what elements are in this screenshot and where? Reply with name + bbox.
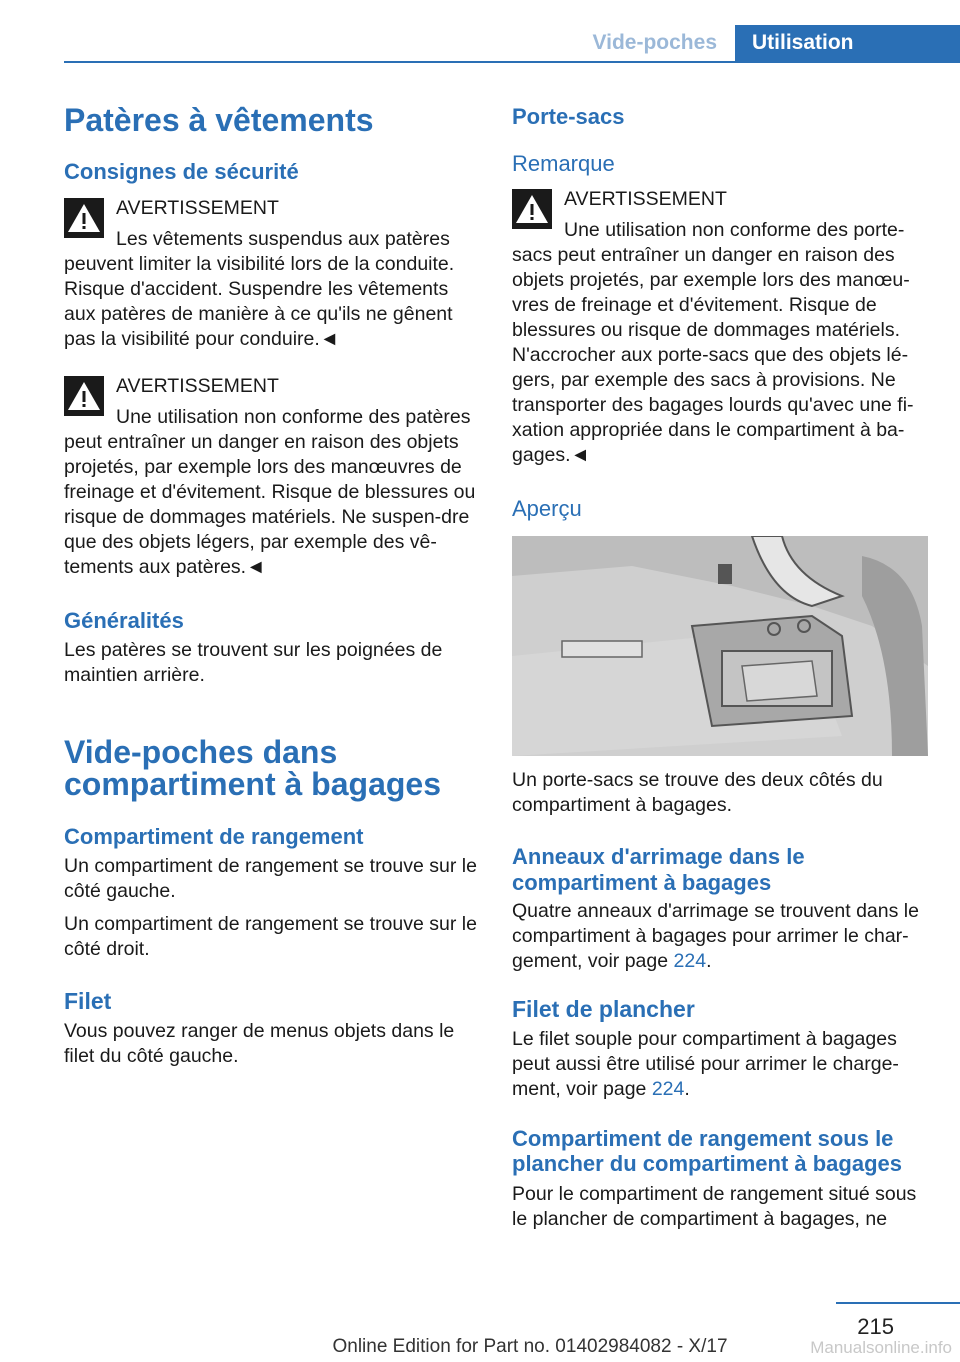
storage-text-left: Un compartiment de rangement se trouve sur le côté gauche. (64, 854, 477, 902)
right-column (512, 92, 930, 1232)
heading-overview: Aperçu (512, 496, 582, 522)
warning-label: AVERTISSEMENT (116, 197, 279, 220)
underfloor-text: Pour le compartiment de rangement situé sous le plancher de compartiment à bagages, ne (512, 1183, 917, 1231)
lashing-rings-text: Quatre anneaux d'arrimage se trouvent dans le compartiment à bagages pour arrimer le char-gement, voir page 224. (512, 899, 919, 972)
heading-coat-hooks: Patères à vêtements (64, 102, 374, 138)
left-column (64, 92, 482, 1069)
warning-text: Une utilisation non conforme des patères peut entraîner un danger en raison des objets projetés, par exemple lors des manœuvres de freinage et d'évitement. Risque de blessures ou risque de dommages matériels. Ne suspen-dre que des objets légers, par exemple des vê-tements aux patères.◄ (64, 406, 476, 579)
heading-bag-hooks: Porte-sacs (512, 104, 625, 129)
warning-text: Les vêtements suspendus aux patères peuvent limiter la visibilité lors de la conduite. Risque d'accident. Suspendre les vêtements aux patères de manière à ce qu'ils ne gênent pas la visibilité pour conduire.◄ (64, 228, 455, 351)
heading-lashing-rings: Anneaux d'arrimage dans le compartiment à bagages (512, 844, 805, 895)
general-text: Les patères se trouvent sur les poignées de maintien arrière. (64, 639, 443, 687)
warning-label: AVERTISSEMENT (116, 375, 279, 398)
warning-block-2 (64, 374, 482, 580)
heading-storage-compartment: Compartiment de rangement (64, 824, 364, 850)
heading-net: Filet (64, 987, 112, 1014)
warning-triangle-icon (64, 198, 104, 238)
heading-general: Généralités (64, 608, 184, 634)
page-link-224[interactable]: 224 (651, 1077, 685, 1100)
header-rule (64, 61, 960, 63)
heading-floor-net: Filet de plancher (512, 995, 695, 1022)
heading-underfloor-storage: Compartiment de rangement sous le plancher du compartiment à bagages (512, 1125, 902, 1177)
page-number: 215 (857, 1314, 894, 1339)
watermark: Manualsonline.info (810, 1338, 952, 1357)
warning-block-bag (512, 187, 930, 468)
page-number-rule (836, 1302, 960, 1304)
trunk-bag-hook-illustration (512, 536, 928, 756)
warning-triangle-icon (512, 189, 552, 229)
heading-note: Remarque (512, 151, 615, 177)
warning-text: Une utilisation non conforme des porte-sacs peut entraîner un danger en raison des objets projetés, par exemple lors des manœu-vres de freinage et d'évitement. Risque de blessures ou risque de dommages matériels. N'accrocher aux porte-sacs que des objets lé-gers, par exemple des sacs à provisions. Ne transporter des bagages lourds qu'avec une fi-xation appropriée dans le compartiment à ba-gages.◄ (512, 219, 914, 467)
warning-triangle-icon (64, 376, 104, 416)
warning-block-1 (64, 196, 482, 352)
chapter-tab[interactable]: Utilisation (735, 25, 960, 61)
edition-footer: Online Edition for Part no. 01402984082 - X/17 (332, 1336, 728, 1357)
heading-trunk-storage: Vide-poches dans compartiment à bagages (64, 734, 441, 803)
page-link-224[interactable]: 224 (673, 949, 707, 972)
warning-label: AVERTISSEMENT (564, 188, 727, 211)
section-label: Vide-poches (592, 31, 717, 54)
heading-safety: Consignes de sécurité (64, 159, 299, 184)
floor-net-text: Le filet souple pour compartiment à bagages peut aussi être utilisé pour arrimer le charge-ment, voir page 224. (512, 1027, 899, 1100)
storage-text-right: Un compartiment de rangement se trouve sur le côté droit. (64, 912, 477, 960)
page-header (507, 25, 960, 61)
net-text: Vous pouvez ranger de menus objets dans le filet du côté gauche. (64, 1019, 455, 1067)
overview-text: Un porte-sacs se trouve des deux côtés du compartiment à bagages. (512, 769, 883, 817)
